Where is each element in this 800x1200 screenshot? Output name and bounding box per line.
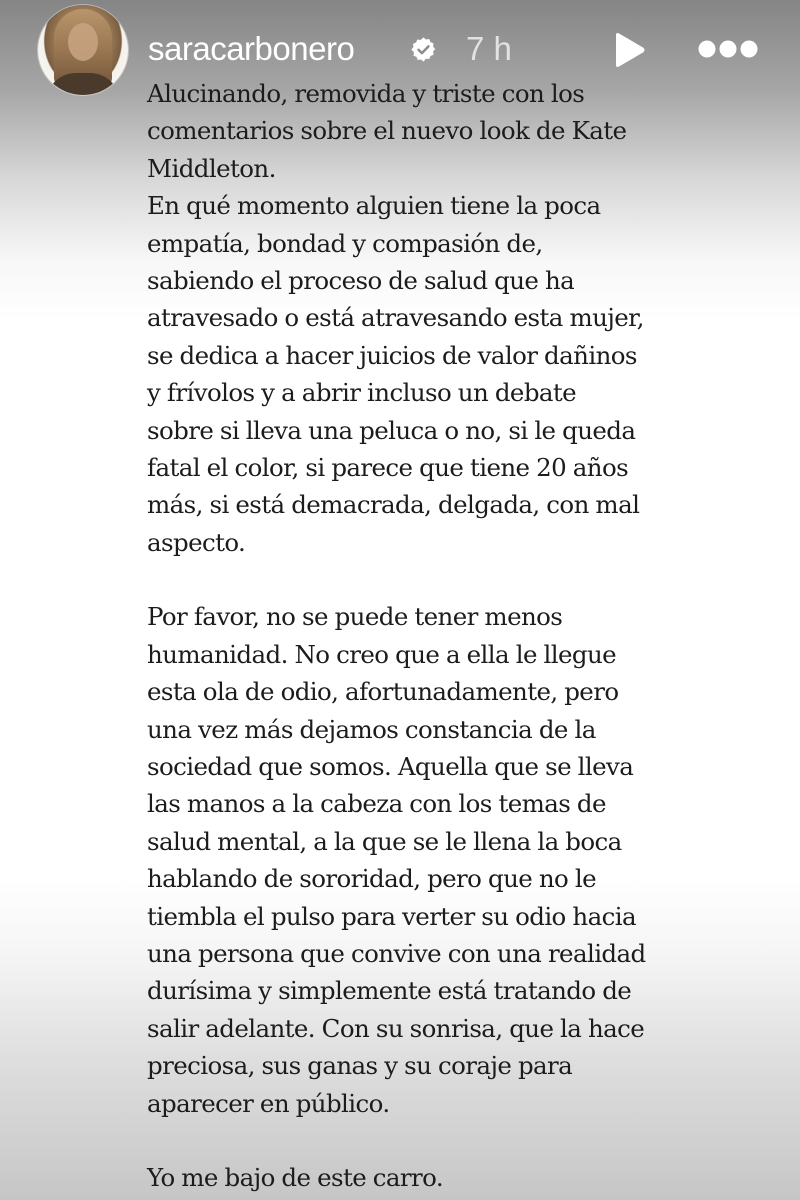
text-line: hablando de sororidad, pero que no le	[147, 864, 596, 894]
text-line: preciosa, sus ganas y su coraje para	[147, 1051, 573, 1081]
text-line: empatía, bondad y compasión de,	[147, 228, 543, 258]
text-line: esta ola de odio, afortunadamente, pero	[147, 677, 619, 707]
avatar[interactable]	[38, 5, 128, 95]
text-line: una vez más dejamos constancia de la	[147, 714, 596, 744]
text-line: En qué momento alguien tiene la poca	[147, 191, 601, 221]
text-line: durísima y simplemente está tratando de	[147, 976, 632, 1006]
text-line: Middleton.	[147, 153, 276, 183]
avatar-face	[68, 23, 98, 61]
username[interactable]: saracarbonero	[148, 30, 355, 67]
more-options-icon[interactable]	[696, 36, 760, 62]
text-line: fatal el color, si parece que tiene 20 años	[147, 452, 629, 482]
paragraph-2	[147, 598, 787, 1121]
text-line: y frívolos y a abrir incluso un debate	[147, 378, 577, 408]
text-line: salir adelante. Con su sonrisa, que la hace	[147, 1013, 645, 1043]
text-line: las manos a la cabeza con los temas de	[147, 789, 606, 819]
text-line: comentarios sobre el nuevo look de Kate	[147, 116, 627, 146]
story-text	[147, 75, 787, 1197]
paragraph-gap	[147, 561, 787, 598]
play-icon[interactable]	[608, 30, 648, 70]
text-line: sobre si lleva una peluca o no, si le queda	[147, 415, 636, 445]
text-line: Yo me bajo de este carro.	[147, 1163, 444, 1193]
paragraph-1	[147, 75, 787, 561]
text-line: Por favor, no se puede tener menos	[147, 602, 563, 632]
text-line: más, si está demacrada, delgada, con mal	[147, 490, 640, 520]
text-line: salud mental, a la que se le llena la boca	[147, 826, 622, 856]
text-line: sociedad que somos. Aquella que se lleva	[147, 752, 634, 782]
text-line: Alucinando, removida y triste con los	[147, 79, 585, 108]
text-line: tiembla el pulso para verter su odio hacia	[147, 901, 636, 931]
paragraph-gap	[147, 1122, 787, 1159]
text-line: aparecer en público.	[147, 1088, 390, 1118]
paragraph-3	[147, 1159, 787, 1196]
text-line: aspecto.	[147, 527, 246, 557]
text-line: una persona que convive con una realidad	[147, 938, 646, 968]
text-line: se dedica a hacer juicios de valor dañinos	[147, 340, 637, 370]
time-ago: 7 h	[466, 30, 512, 67]
text-line: sabiendo el proceso de salud que ha	[147, 265, 575, 295]
text-line: atravesado o está atravesando esta mujer,	[147, 303, 644, 333]
verified-badge-icon	[410, 36, 437, 63]
text-line: humanidad. No creo que a ella le llegue	[147, 639, 617, 669]
